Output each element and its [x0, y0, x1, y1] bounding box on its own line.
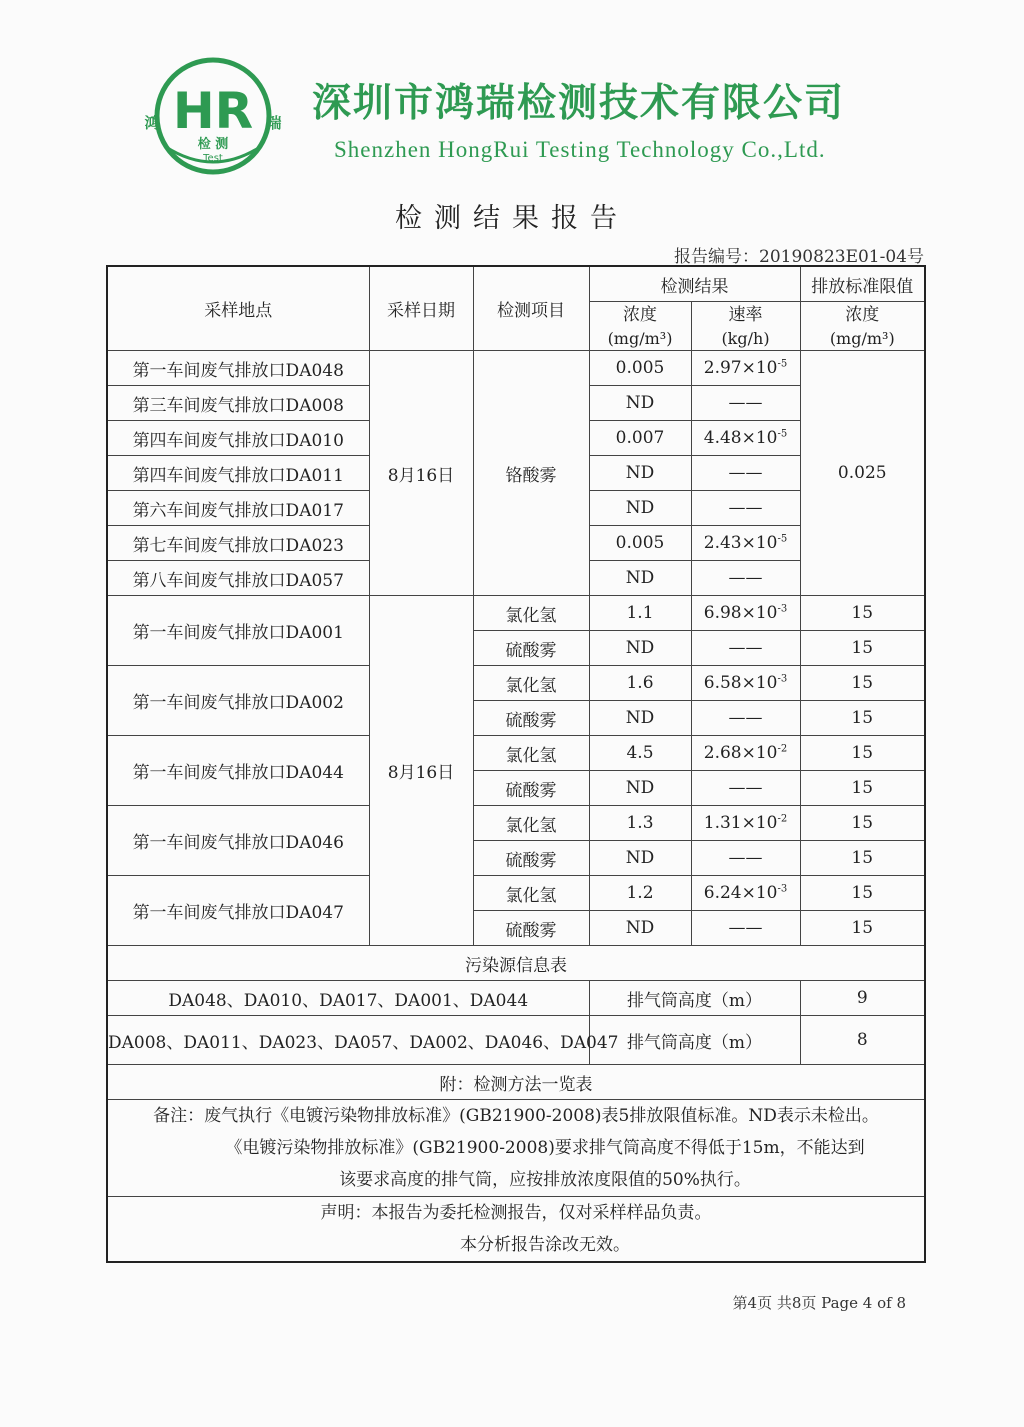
source-info-row — [107, 1016, 925, 1065]
rate-exponent: -3 — [777, 603, 788, 615]
rate-cell — [691, 666, 800, 701]
rate-exponent: -2 — [777, 743, 788, 755]
limit-cell: 15 — [800, 876, 925, 911]
rate-base: —— — [728, 393, 763, 413]
stack-height-value: 8 — [800, 1016, 925, 1065]
logo-letters: HR — [172, 82, 254, 140]
conc-cell: ND — [589, 911, 691, 946]
header-conc — [589, 302, 691, 351]
site-cell: 第八车间废气排放口DA057 — [107, 561, 369, 596]
source-info-title-row — [107, 946, 925, 981]
site-cell: 第一车间废气排放口DA002 — [107, 666, 369, 736]
item-cell: 硫酸雾 — [473, 911, 589, 946]
rate-base: 1.31×10 — [703, 813, 778, 833]
header-date: 采样日期 — [369, 266, 473, 351]
rate-cell — [691, 561, 800, 596]
conc-cell: 1.2 — [589, 876, 691, 911]
item-cell: 硫酸雾 — [473, 771, 589, 806]
rate-cell — [691, 351, 800, 386]
site-cell: 第一车间废气排放口DA048 — [107, 351, 369, 386]
rate-cell — [691, 806, 800, 841]
rate-cell — [691, 596, 800, 631]
header-site: 采样地点 — [107, 266, 369, 351]
conc-cell: ND — [589, 841, 691, 876]
rate-base: 6.98×10 — [703, 603, 778, 623]
limit-cell: 15 — [800, 911, 925, 946]
limit-cell: 15 — [800, 666, 925, 701]
site-cell: 第一车间废气排放口DA046 — [107, 806, 369, 876]
source-info-row — [107, 981, 925, 1016]
rate-base: 6.58×10 — [703, 673, 778, 693]
rate-base: —— — [728, 463, 763, 483]
statement-line-1: 声明：本报告为委托检测报告，仅对采样样品负责。 — [320, 1203, 712, 1223]
item-cell: 硫酸雾 — [473, 701, 589, 736]
appendix-row — [107, 1065, 925, 1100]
site-cell: 第一车间废气排放口DA001 — [107, 596, 369, 666]
rate-cell — [691, 701, 800, 736]
rate-exponent: -3 — [777, 883, 788, 895]
limit-cell: 15 — [800, 596, 925, 631]
rate-base: —— — [728, 708, 763, 728]
site-cell: 第四车间废气排放口DA011 — [107, 456, 369, 491]
conc-cell: ND — [589, 456, 691, 491]
item-cell: 氯化氢 — [473, 806, 589, 841]
rate-base: —— — [728, 498, 763, 518]
rate-cell — [691, 911, 800, 946]
rate-cell — [691, 421, 800, 456]
statement-line-2: 本分析报告涂改无效。 — [460, 1235, 630, 1255]
remarks-line-1: 备注：废气执行《电镀污染物排放标准》(GB21900-2008)表5排放限值标准。ND表示未检出。 — [153, 1106, 879, 1126]
rate-cell — [691, 876, 800, 911]
limit-cell: 15 — [800, 631, 925, 666]
rate-cell — [691, 526, 800, 561]
rate-cell — [691, 736, 800, 771]
rate-cell — [691, 456, 800, 491]
conc-cell: 1.3 — [589, 806, 691, 841]
date-cell: 8月16日 — [369, 351, 473, 596]
site-cell: 第一车间废气排放口DA044 — [107, 736, 369, 806]
site-cell: 第三车间废气排放口DA008 — [107, 386, 369, 421]
table-row — [107, 666, 925, 701]
logo-test: Test — [203, 153, 223, 164]
rate-base: 4.48×10 — [703, 428, 778, 448]
header-rate-unit: (kg/h) — [721, 329, 770, 348]
rate-exponent: -5 — [777, 358, 788, 370]
remarks-line-3: 该要求高度的排气筒，应按排放浓度限值的50%执行。 — [339, 1170, 751, 1190]
stack-height-value: 9 — [800, 981, 925, 1016]
site-cell: 第六车间废气排放口DA017 — [107, 491, 369, 526]
stack-height-label: 排气筒高度（m） — [589, 1016, 800, 1065]
table-row — [107, 806, 925, 841]
limit-cell: 0.025 — [800, 351, 925, 596]
header-limit-conc-label: 浓度 — [845, 305, 880, 325]
rate-cell — [691, 386, 800, 421]
report-title: 检测结果报告 — [395, 203, 629, 234]
company-name-en: Shenzhen HongRui Testing Technology Co.,Ltd. — [334, 137, 826, 162]
table-row — [107, 351, 925, 386]
conc-cell: 0.005 — [589, 526, 691, 561]
item-cell: 氯化氢 — [473, 596, 589, 631]
rate-exponent: -5 — [777, 428, 788, 440]
rate-base: —— — [728, 568, 763, 588]
remarks-line-2: 《电镀污染物排放标准》(GB21900-2008)要求排气筒高度不得低于15m，不能达到 — [225, 1138, 865, 1158]
outlet-list: DA008、DA011、DA023、DA057、DA002、DA046、DA047 — [107, 1016, 589, 1065]
remarks-cell — [107, 1100, 925, 1197]
header-rate-label: 速率 — [728, 305, 763, 325]
item-cell: 硫酸雾 — [473, 631, 589, 666]
table-row — [107, 596, 925, 631]
rate-exponent: -3 — [777, 673, 788, 685]
statement-row — [107, 1197, 925, 1263]
rate-exponent: -5 — [777, 533, 788, 545]
rate-exponent: -2 — [777, 813, 788, 825]
limit-cell: 15 — [800, 736, 925, 771]
limit-cell: 15 — [800, 701, 925, 736]
conc-cell: ND — [589, 386, 691, 421]
company-logo — [138, 52, 288, 182]
header-result: 检测结果 — [589, 266, 800, 302]
source-info-title: 污染源信息表 — [107, 946, 925, 981]
header-conc-unit: (mg/m³) — [607, 329, 673, 348]
company-name-cn: 深圳市鸿瑞检测技术有限公司 — [312, 80, 846, 126]
site-cell: 第四车间废气排放口DA010 — [107, 421, 369, 456]
outlet-list: DA048、DA010、DA017、DA001、DA044 — [107, 981, 589, 1016]
report-number: 报告编号：20190823E01-04号 — [674, 247, 924, 267]
site-cell: 第七车间废气排放口DA023 — [107, 526, 369, 561]
rate-base: —— — [728, 848, 763, 868]
rate-cell — [691, 771, 800, 806]
header-conc-label: 浓度 — [623, 305, 657, 325]
conc-cell: ND — [589, 631, 691, 666]
statement-cell — [107, 1197, 925, 1263]
rate-cell — [691, 491, 800, 526]
conc-cell: ND — [589, 491, 691, 526]
header-limit-unit: (mg/m³) — [829, 329, 895, 348]
rate-cell — [691, 841, 800, 876]
limit-cell: 15 — [800, 806, 925, 841]
table-row — [107, 736, 925, 771]
remarks-row — [107, 1100, 925, 1197]
limit-cell: 15 — [800, 841, 925, 876]
logo-right-char: 瑞 — [266, 114, 282, 132]
table-row — [107, 876, 925, 911]
conc-cell: 1.6 — [589, 666, 691, 701]
header-limit: 排放标准限值 — [800, 266, 925, 302]
conc-cell: 0.005 — [589, 351, 691, 386]
rate-base: —— — [728, 918, 763, 938]
header-item: 检测项目 — [473, 266, 589, 351]
conc-cell: ND — [589, 561, 691, 596]
item-cell: 硫酸雾 — [473, 841, 589, 876]
results-table — [106, 265, 926, 1263]
page-footer: 第4页 共8页 Page 4 of 8 — [732, 1294, 906, 1312]
conc-cell: 1.1 — [589, 596, 691, 631]
conc-cell: ND — [589, 771, 691, 806]
conc-cell: 4.5 — [589, 736, 691, 771]
conc-cell: ND — [589, 701, 691, 736]
stack-height-label: 排气筒高度（m） — [589, 981, 800, 1016]
rate-base: —— — [728, 638, 763, 658]
date-cell: 8月16日 — [369, 596, 473, 946]
site-cell: 第一车间废气排放口DA047 — [107, 876, 369, 946]
appendix-text: 附：检测方法一览表 — [107, 1065, 925, 1100]
item-cell: 氯化氢 — [473, 736, 589, 771]
header-rate — [691, 302, 800, 351]
limit-cell: 15 — [800, 771, 925, 806]
rate-cell — [691, 631, 800, 666]
rate-base: 2.43×10 — [703, 533, 778, 553]
header-limit-conc — [800, 302, 925, 351]
logo-sub: 检 测 — [197, 137, 229, 152]
rate-base: 6.24×10 — [703, 883, 778, 903]
item-cell: 铬酸雾 — [473, 351, 589, 596]
logo-left-char: 鸿 — [144, 114, 160, 132]
conc-cell: 0.007 — [589, 421, 691, 456]
rate-base: 2.97×10 — [703, 358, 778, 378]
rate-base: —— — [728, 778, 763, 798]
rate-base: 2.68×10 — [703, 743, 778, 763]
item-cell: 氯化氢 — [473, 666, 589, 701]
item-cell: 氯化氢 — [473, 876, 589, 911]
